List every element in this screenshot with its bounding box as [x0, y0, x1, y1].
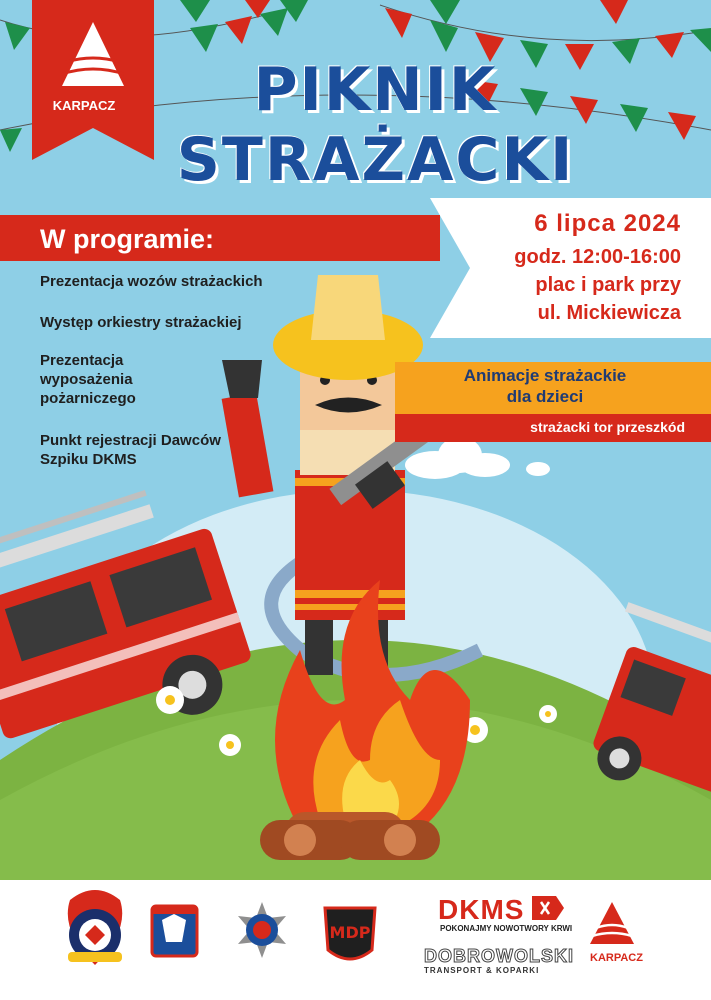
svg-text:MDP: MDP: [329, 923, 371, 942]
sponsor-footer: [0, 880, 711, 1000]
dkms-cross-icon: [532, 896, 564, 920]
program-item: Prezentacja wozów strażackich: [40, 273, 263, 290]
program-item: Punkt rejestracji Dawców Szpiku DKMS: [40, 432, 221, 468]
title-line-2: STRAŻACKI: [176, 125, 575, 195]
sponsor-logos: [0, 880, 711, 1000]
karpacz-footer-text: KARPACZ: [590, 952, 643, 964]
cloud-icon: [405, 437, 550, 479]
program-item: Prezentacja wyposażenia pożarniczego: [40, 352, 136, 407]
kids-heading-line1: Animacje strażackie: [463, 366, 627, 385]
event-time: godz. 12:00-16:00: [514, 246, 681, 268]
fire-brigade-emblem-icon: [68, 890, 122, 965]
straz-pozarna-badge-icon: [152, 906, 197, 956]
dkms-tagline: POKONAJMY NOWOTWORY KRWI: [440, 924, 573, 933]
event-place-line1: plac i park przy: [535, 274, 681, 296]
title-line-1: PIKNIK: [253, 55, 498, 125]
program-item: Występ orkiestry strażackiej: [40, 314, 242, 331]
kids-heading-line2: dla dzieci: [506, 387, 584, 406]
event-date: 6 lipca 2024: [534, 210, 681, 237]
karpacz-logo-text: KARPACZ: [52, 98, 116, 113]
dobrowolski-logo-text: DOBROWOLSKI: [424, 946, 574, 966]
dkms-logo-text: DKMS: [438, 894, 525, 925]
osp-emblem-icon: [238, 902, 286, 958]
obstacle-course-text: strażacki tor przeszkód: [530, 419, 685, 435]
dobrowolski-tagline: TRANSPORT & KOPARKI: [424, 966, 540, 975]
event-place-line2: ul. Mickiewicza: [537, 302, 681, 324]
karpacz-footer-logo-icon: [590, 902, 634, 944]
program-heading: W programie:: [40, 224, 215, 254]
kids-heading: [395, 365, 695, 407]
mdp-karpacz-shield-icon: [325, 908, 375, 959]
